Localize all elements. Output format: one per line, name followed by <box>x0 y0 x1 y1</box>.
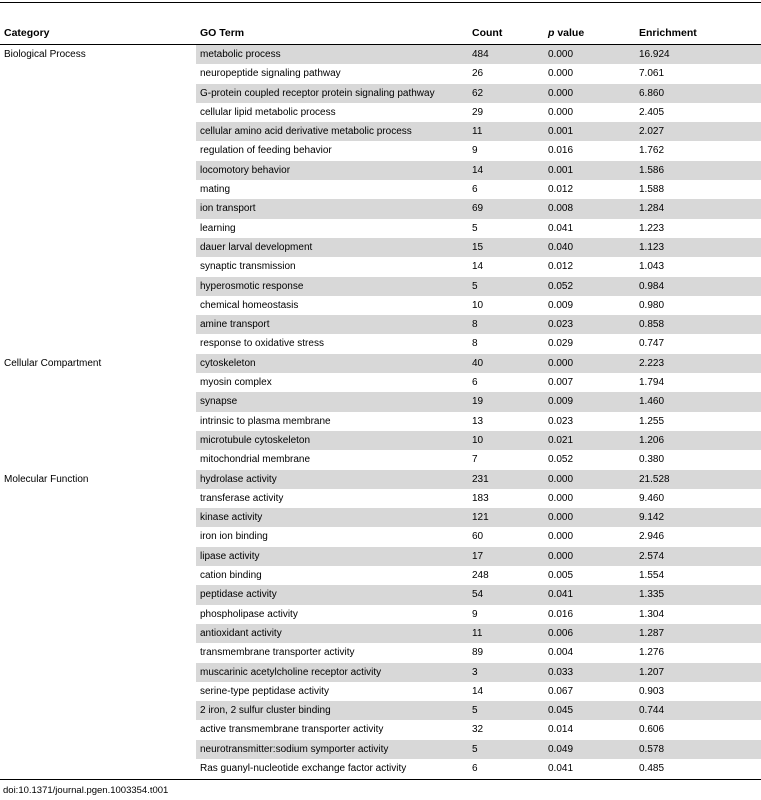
table-row <box>0 412 761 431</box>
table-row <box>0 296 761 315</box>
cell-count: 10 <box>472 299 484 311</box>
table-row <box>0 334 761 353</box>
cell-enrichment: 2.027 <box>635 122 761 141</box>
cell-category <box>0 605 196 624</box>
cell-category <box>0 238 196 257</box>
header-go-term: GO Term <box>196 23 468 45</box>
cell-category <box>0 720 196 739</box>
cell-count: 231 <box>468 470 544 489</box>
cell-go-term: 2 iron, 2 sulfur cluster binding <box>196 701 468 720</box>
cell-go-term: serine-type peptidase activity <box>200 685 329 697</box>
cell-category: Molecular Function <box>0 470 196 489</box>
cell-category <box>0 701 196 720</box>
cell-enrichment: 0.858 <box>635 315 761 334</box>
cell-category <box>0 489 196 508</box>
cell-enrichment: 1.284 <box>635 199 761 218</box>
cell-enrichment: 9.142 <box>635 508 761 527</box>
cell-count: 32 <box>472 724 484 736</box>
cell-enrichment: 1.460 <box>635 392 761 411</box>
table-row <box>0 585 761 604</box>
cell-p-value: 0.014 <box>548 724 574 736</box>
cell-count: 14 <box>472 685 484 697</box>
cell-go-term: G-protein coupled receptor protein signaling pathway <box>196 84 468 103</box>
cell-category <box>0 663 196 682</box>
cell-p-value: 0.045 <box>544 701 635 720</box>
cell-count: 60 <box>472 531 484 543</box>
table-row <box>0 663 761 682</box>
cell-category <box>0 373 196 392</box>
cell-enrichment: 2.574 <box>635 547 761 566</box>
header-count: Count <box>468 23 544 45</box>
cell-p-value: 0.049 <box>544 740 635 759</box>
cell-enrichment: 1.207 <box>635 663 761 682</box>
cell-go-term: mitochondrial membrane <box>200 454 311 466</box>
bottom-rule <box>0 779 761 780</box>
cell-enrichment: 1.276 <box>639 647 665 659</box>
cell-go-term: iron ion binding <box>200 531 268 543</box>
cell-count: 29 <box>472 106 484 118</box>
table-row <box>0 199 761 218</box>
cell-p-value: 0.000 <box>548 68 574 80</box>
cell-count: 248 <box>472 570 489 582</box>
table-row <box>0 701 761 720</box>
cell-enrichment: 1.586 <box>635 161 761 180</box>
cell-enrichment: 2.946 <box>639 531 665 543</box>
cell-go-term: metabolic process <box>196 45 468 65</box>
cell-enrichment: 0.578 <box>635 740 761 759</box>
cell-go-term: transferase activity <box>200 492 284 504</box>
cell-count: 8 <box>468 315 544 334</box>
cell-count: 8 <box>472 338 478 350</box>
cell-go-term: amine transport <box>196 315 468 334</box>
header-category: Category <box>0 23 196 45</box>
cell-go-term: learning <box>200 222 236 234</box>
header-row <box>0 23 761 45</box>
cell-count: 19 <box>468 392 544 411</box>
table-row <box>0 759 761 778</box>
cell-enrichment: 1.794 <box>639 377 665 389</box>
cell-count: 40 <box>468 354 544 373</box>
cell-go-term: cation binding <box>200 570 262 582</box>
cell-category <box>0 103 196 122</box>
cell-p-value: 0.000 <box>544 45 635 65</box>
cell-p-value: 0.040 <box>544 238 635 257</box>
cell-category <box>0 682 196 701</box>
table-row <box>0 431 761 450</box>
cell-p-value: 0.000 <box>548 531 574 543</box>
table-row <box>0 257 761 276</box>
cell-category <box>0 759 196 778</box>
cell-category <box>0 643 196 662</box>
cell-p-value: 0.029 <box>548 338 574 350</box>
cell-enrichment: 0.747 <box>639 338 665 350</box>
cell-go-term: transmembrane transporter activity <box>200 647 355 659</box>
cell-p-value: 0.009 <box>544 392 635 411</box>
table-row <box>0 238 761 257</box>
cell-category <box>0 508 196 527</box>
cell-p-value: 0.041 <box>548 222 574 234</box>
header-p-rest: value <box>554 27 585 39</box>
top-rule <box>0 2 761 3</box>
cell-enrichment: 1.255 <box>639 415 665 427</box>
cell-p-value: 0.008 <box>544 199 635 218</box>
cell-count: 3 <box>468 663 544 682</box>
table-row <box>0 547 761 566</box>
cell-go-term: lipase activity <box>196 547 468 566</box>
cell-category <box>0 392 196 411</box>
cell-go-term: dauer larval development <box>196 238 468 257</box>
table-row <box>0 180 761 199</box>
cell-p-value: 0.041 <box>544 585 635 604</box>
cell-go-term: Ras guanyl-nucleotide exchange factor activity <box>200 762 407 774</box>
cell-count: 6 <box>472 377 478 389</box>
header-p-italic: p <box>548 27 555 39</box>
cell-enrichment: 0.380 <box>639 454 665 466</box>
cell-go-term: neurotransmitter:sodium symporter activity <box>196 740 468 759</box>
cell-p-value: 0.021 <box>544 431 635 450</box>
cell-p-value: 0.012 <box>548 261 574 273</box>
cell-go-term: active transmembrane transporter activity <box>200 724 384 736</box>
cell-count: 14 <box>468 161 544 180</box>
table-row <box>0 605 761 624</box>
cell-category <box>0 450 196 469</box>
table-row <box>0 682 761 701</box>
cell-category <box>0 277 196 296</box>
table-row <box>0 373 761 392</box>
cell-category <box>0 431 196 450</box>
table-row <box>0 141 761 160</box>
cell-enrichment: 0.485 <box>639 762 665 774</box>
cell-go-term: microtubule cytoskeleton <box>196 431 468 450</box>
cell-count: 5 <box>472 222 478 234</box>
cell-p-value: 0.012 <box>548 184 574 196</box>
cell-count: 26 <box>472 68 484 80</box>
cell-category: Biological Process <box>0 45 196 65</box>
cell-count: 5 <box>468 701 544 720</box>
cell-category <box>0 315 196 334</box>
table-row <box>0 740 761 759</box>
cell-category <box>0 624 196 643</box>
cell-category <box>0 740 196 759</box>
cell-enrichment: 1.554 <box>639 570 665 582</box>
cell-p-value: 0.000 <box>544 84 635 103</box>
cell-go-term: peptidase activity <box>196 585 468 604</box>
cell-category <box>0 566 196 585</box>
cell-count: 183 <box>472 492 489 504</box>
table-row <box>0 277 761 296</box>
table-row <box>0 450 761 469</box>
header-p-value <box>544 23 635 45</box>
cell-category <box>0 257 196 276</box>
cell-go-term: cytoskeleton <box>196 354 468 373</box>
table-row <box>0 392 761 411</box>
cell-count: 9 <box>472 608 478 620</box>
go-enrichment-table <box>0 23 761 778</box>
cell-p-value: 0.001 <box>544 122 635 141</box>
cell-enrichment: 1.043 <box>639 261 665 273</box>
cell-count: 62 <box>468 84 544 103</box>
cell-go-term: myosin complex <box>200 377 272 389</box>
cell-p-value: 0.016 <box>548 608 574 620</box>
cell-enrichment: 1.335 <box>635 585 761 604</box>
cell-p-value: 0.006 <box>544 624 635 643</box>
cell-count: 11 <box>468 624 544 643</box>
cell-enrichment: 0.903 <box>639 685 665 697</box>
cell-enrichment: 0.984 <box>635 277 761 296</box>
cell-p-value: 0.000 <box>544 508 635 527</box>
cell-enrichment: 7.061 <box>639 68 665 80</box>
cell-go-term: neuropeptide signaling pathway <box>200 68 341 80</box>
cell-category: Cellular Compartment <box>0 354 196 373</box>
cell-category <box>0 180 196 199</box>
cell-p-value: 0.023 <box>548 415 574 427</box>
cell-enrichment: 0.606 <box>639 724 665 736</box>
cell-p-value: 0.067 <box>548 685 574 697</box>
cell-category <box>0 141 196 160</box>
doi-caption: doi:10.1371/journal.pgen.1003354.t001 <box>3 785 169 796</box>
cell-p-value: 0.033 <box>544 663 635 682</box>
table-row <box>0 84 761 103</box>
cell-p-value: 0.023 <box>544 315 635 334</box>
cell-go-term: regulation of feeding behavior <box>200 145 332 157</box>
cell-go-term: mating <box>200 184 231 196</box>
table-row <box>0 643 761 662</box>
cell-go-term: locomotory behavior <box>196 161 468 180</box>
cell-go-term: hydrolase activity <box>196 470 468 489</box>
cell-count: 5 <box>468 740 544 759</box>
cell-p-value: 0.052 <box>544 277 635 296</box>
cell-category <box>0 161 196 180</box>
cell-category <box>0 585 196 604</box>
cell-category <box>0 527 196 546</box>
cell-p-value: 0.001 <box>544 161 635 180</box>
table-row <box>0 45 761 65</box>
cell-p-value: 0.000 <box>544 470 635 489</box>
cell-go-term: ion transport <box>196 199 468 218</box>
cell-p-value: 0.000 <box>548 106 574 118</box>
cell-go-term: synaptic transmission <box>200 261 296 273</box>
table-row <box>0 103 761 122</box>
cell-p-value: 0.004 <box>548 647 574 659</box>
cell-count: 7 <box>472 454 478 466</box>
header-enrichment: Enrichment <box>635 23 761 45</box>
cell-count: 10 <box>468 431 544 450</box>
cell-enrichment: 16.924 <box>635 45 761 65</box>
table-row <box>0 489 761 508</box>
table-row <box>0 720 761 739</box>
cell-enrichment: 1.287 <box>635 624 761 643</box>
cell-p-value: 0.000 <box>544 354 635 373</box>
cell-enrichment: 1.223 <box>639 222 665 234</box>
cell-category <box>0 334 196 353</box>
cell-count: 14 <box>472 261 484 273</box>
cell-p-value: 0.009 <box>548 299 574 311</box>
cell-count: 15 <box>468 238 544 257</box>
cell-category <box>0 412 196 431</box>
table-row <box>0 161 761 180</box>
cell-count: 17 <box>468 547 544 566</box>
cell-count: 484 <box>468 45 544 65</box>
cell-enrichment: 6.860 <box>635 84 761 103</box>
cell-count: 13 <box>472 415 484 427</box>
cell-go-term: intrinsic to plasma membrane <box>200 415 331 427</box>
table-row <box>0 219 761 238</box>
cell-go-term: antioxidant activity <box>196 624 468 643</box>
table-row <box>0 64 761 83</box>
table-row <box>0 527 761 546</box>
cell-category <box>0 122 196 141</box>
cell-count: 89 <box>472 647 484 659</box>
cell-count: 9 <box>472 145 478 157</box>
cell-category <box>0 296 196 315</box>
cell-count: 69 <box>468 199 544 218</box>
cell-count: 5 <box>468 277 544 296</box>
cell-go-term: kinase activity <box>196 508 468 527</box>
cell-category <box>0 547 196 566</box>
cell-enrichment: 1.762 <box>639 145 665 157</box>
cell-count: 121 <box>468 508 544 527</box>
cell-p-value: 0.000 <box>548 492 574 504</box>
cell-enrichment: 9.460 <box>639 492 665 504</box>
cell-go-term: muscarinic acetylcholine receptor activity <box>196 663 468 682</box>
cell-category <box>0 219 196 238</box>
cell-go-term: chemical homeostasis <box>200 299 299 311</box>
cell-category <box>0 84 196 103</box>
cell-count: 11 <box>468 122 544 141</box>
table-row <box>0 315 761 334</box>
cell-p-value: 0.016 <box>548 145 574 157</box>
cell-enrichment: 2.405 <box>639 106 665 118</box>
cell-enrichment: 1.304 <box>639 608 665 620</box>
cell-go-term: response to oxidative stress <box>200 338 324 350</box>
table-row <box>0 624 761 643</box>
cell-enrichment: 0.980 <box>639 299 665 311</box>
cell-enrichment: 2.223 <box>635 354 761 373</box>
cell-enrichment: 1.206 <box>635 431 761 450</box>
cell-p-value: 0.041 <box>548 762 574 774</box>
cell-p-value: 0.000 <box>544 547 635 566</box>
cell-category <box>0 199 196 218</box>
table-row <box>0 122 761 141</box>
cell-go-term: synapse <box>196 392 468 411</box>
cell-go-term: cellular lipid metabolic process <box>200 106 336 118</box>
cell-go-term: hyperosmotic response <box>196 277 468 296</box>
table-row <box>0 566 761 585</box>
cell-enrichment: 0.744 <box>635 701 761 720</box>
cell-count: 6 <box>472 762 478 774</box>
cell-go-term: phospholipase activity <box>200 608 298 620</box>
cell-p-value: 0.005 <box>548 570 574 582</box>
cell-category <box>0 64 196 83</box>
table-row <box>0 508 761 527</box>
cell-p-value: 0.007 <box>548 377 574 389</box>
table-row <box>0 354 761 373</box>
cell-count: 6 <box>472 184 478 196</box>
cell-p-value: 0.052 <box>548 454 574 466</box>
cell-enrichment: 1.588 <box>639 184 665 196</box>
cell-enrichment: 1.123 <box>635 238 761 257</box>
cell-count: 54 <box>468 585 544 604</box>
cell-go-term: cellular amino acid derivative metabolic process <box>196 122 468 141</box>
table-row <box>0 470 761 489</box>
cell-enrichment: 21.528 <box>635 470 761 489</box>
